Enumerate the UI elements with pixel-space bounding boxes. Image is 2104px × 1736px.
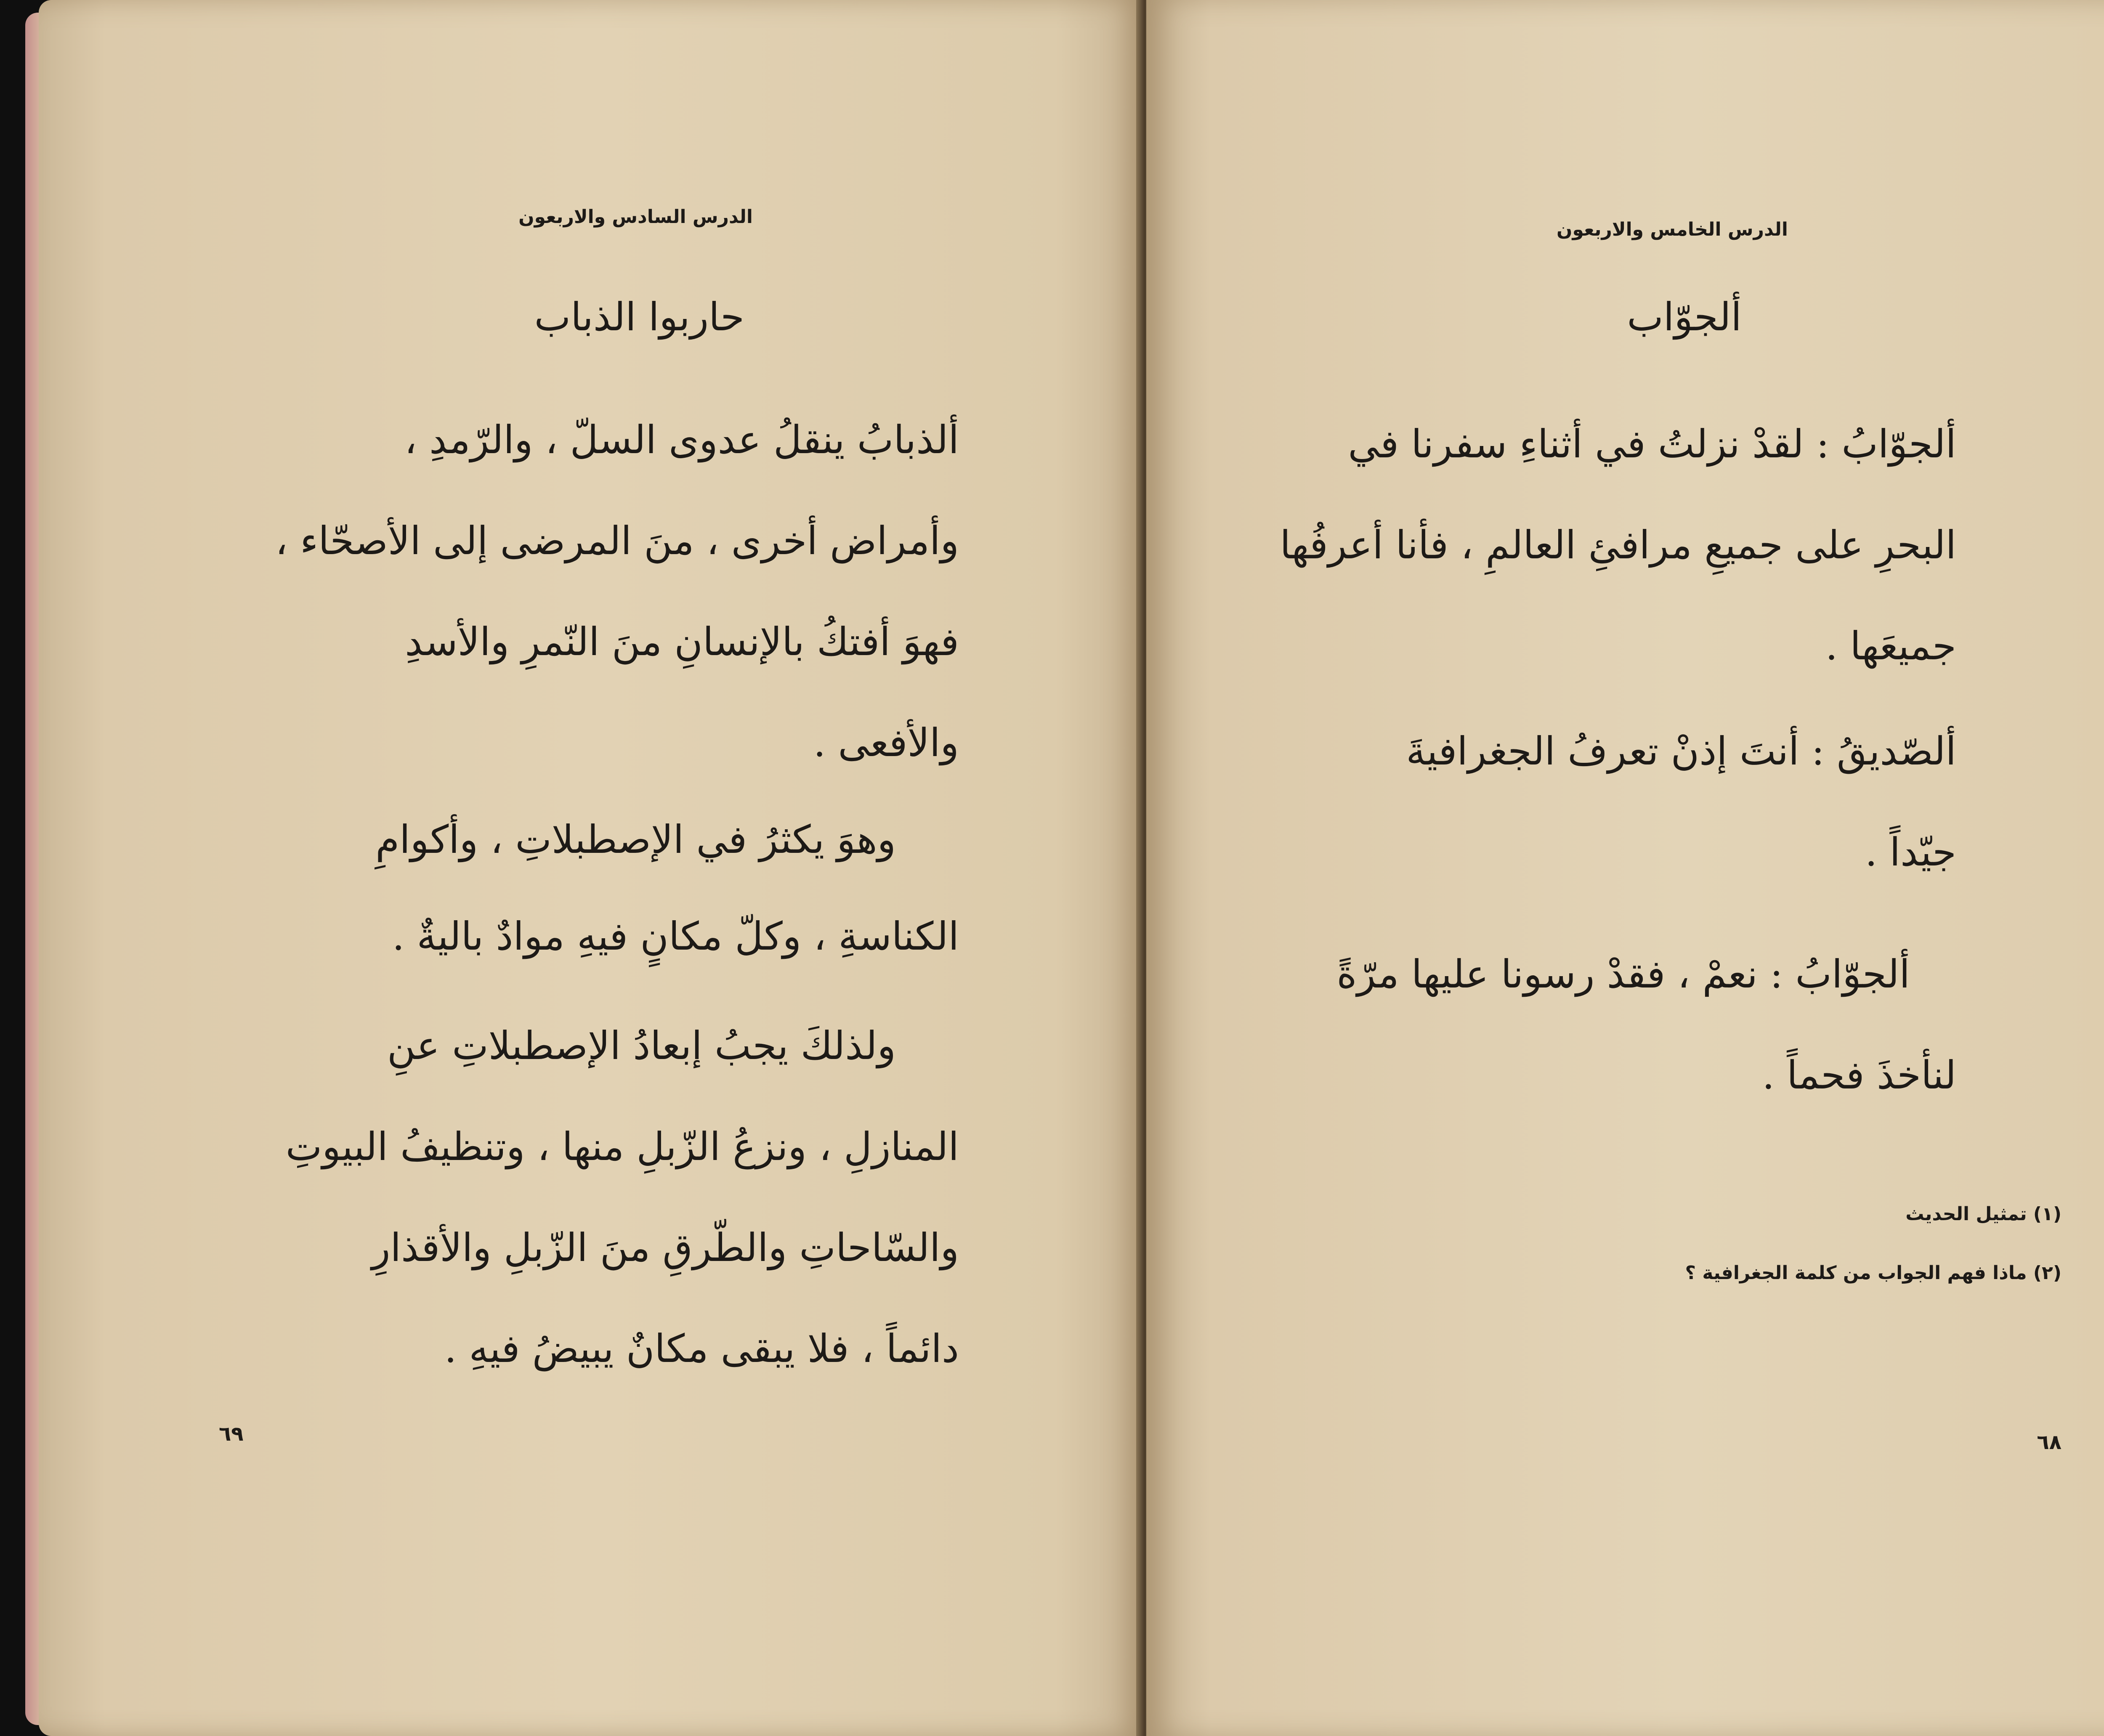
left-line-7: ولذلكَ يجبُ إبعادُ الإصطبلاتِ عنِ bbox=[387, 1023, 896, 1068]
right-line-3: جميعَها . bbox=[1825, 624, 1956, 669]
left-page bbox=[39, 0, 1145, 1736]
left-line-8: المنازلِ ، ونزعُ الزّبلِ منها ، وتنظيفُ البيوتِ bbox=[285, 1124, 959, 1169]
right-page-number: ٦٨ bbox=[2037, 1431, 2061, 1454]
left-lesson-header: الدرس السادس والاربعون bbox=[518, 206, 753, 228]
left-line-1: ألذبابُ ينقلُ عدوى السلّ ، والرّمدِ ، bbox=[404, 417, 959, 462]
left-line-9: والسّاحاتِ والطّرقِ منَ الزّبلِ والأقذارِ bbox=[372, 1225, 959, 1270]
question-1: (١) تمثيل الحديث bbox=[1905, 1203, 2061, 1225]
right-line-6: ألجوّابُ : نعمْ ، فقدْ رسونا عليها مرّةً bbox=[1336, 952, 1910, 997]
right-line-5: جيّداً . bbox=[1865, 830, 1956, 875]
left-line-3: فهوَ أفتكُ بالإنسانِ منَ النّمرِ والأسدِ bbox=[405, 619, 959, 664]
right-line-1: ألجوّابُ : لقدْ نزلتُ في أثناءِ سفرنا في bbox=[1348, 422, 1956, 467]
left-line-6: الكناسةِ ، وكلّ مكانٍ فيهِ موادٌ باليةٌ . bbox=[392, 914, 959, 959]
right-lesson-header: الدرس الخامس والاربعون bbox=[1557, 219, 1788, 240]
left-line-2: وأمراض أخرى ، منَ المرضى إلى الأصحّاء ، bbox=[275, 518, 959, 563]
right-line-2: البحرِ على جميعِ مرافئِ العالمِ ، فأنا أعرفُها bbox=[1280, 523, 1956, 568]
left-line-4: والأفعى . bbox=[813, 720, 959, 765]
right-page bbox=[1146, 0, 2104, 1736]
right-line-7: لنأخذَ فحماً . bbox=[1762, 1053, 1956, 1098]
left-lesson-title: حاربوا الذباب bbox=[534, 295, 744, 340]
right-lesson-title: ألجوّاب bbox=[1627, 295, 1742, 340]
left-page-number: ٦٩ bbox=[219, 1422, 244, 1446]
right-line-4: ألصّديقُ : أنتَ إذنْ تعرفُ الجغرافيةَ bbox=[1406, 729, 1956, 774]
left-line-10: دائماً ، فلا يبقى مكانٌ يبيضُ فيهِ . bbox=[444, 1326, 959, 1371]
left-line-5: وهوَ يكثرُ في الإصطبلاتِ ، وأكوامِ bbox=[375, 817, 896, 862]
question-2: (٢) ماذا فهم الجواب من كلمة الجغرافية ؟ bbox=[1685, 1262, 2061, 1284]
